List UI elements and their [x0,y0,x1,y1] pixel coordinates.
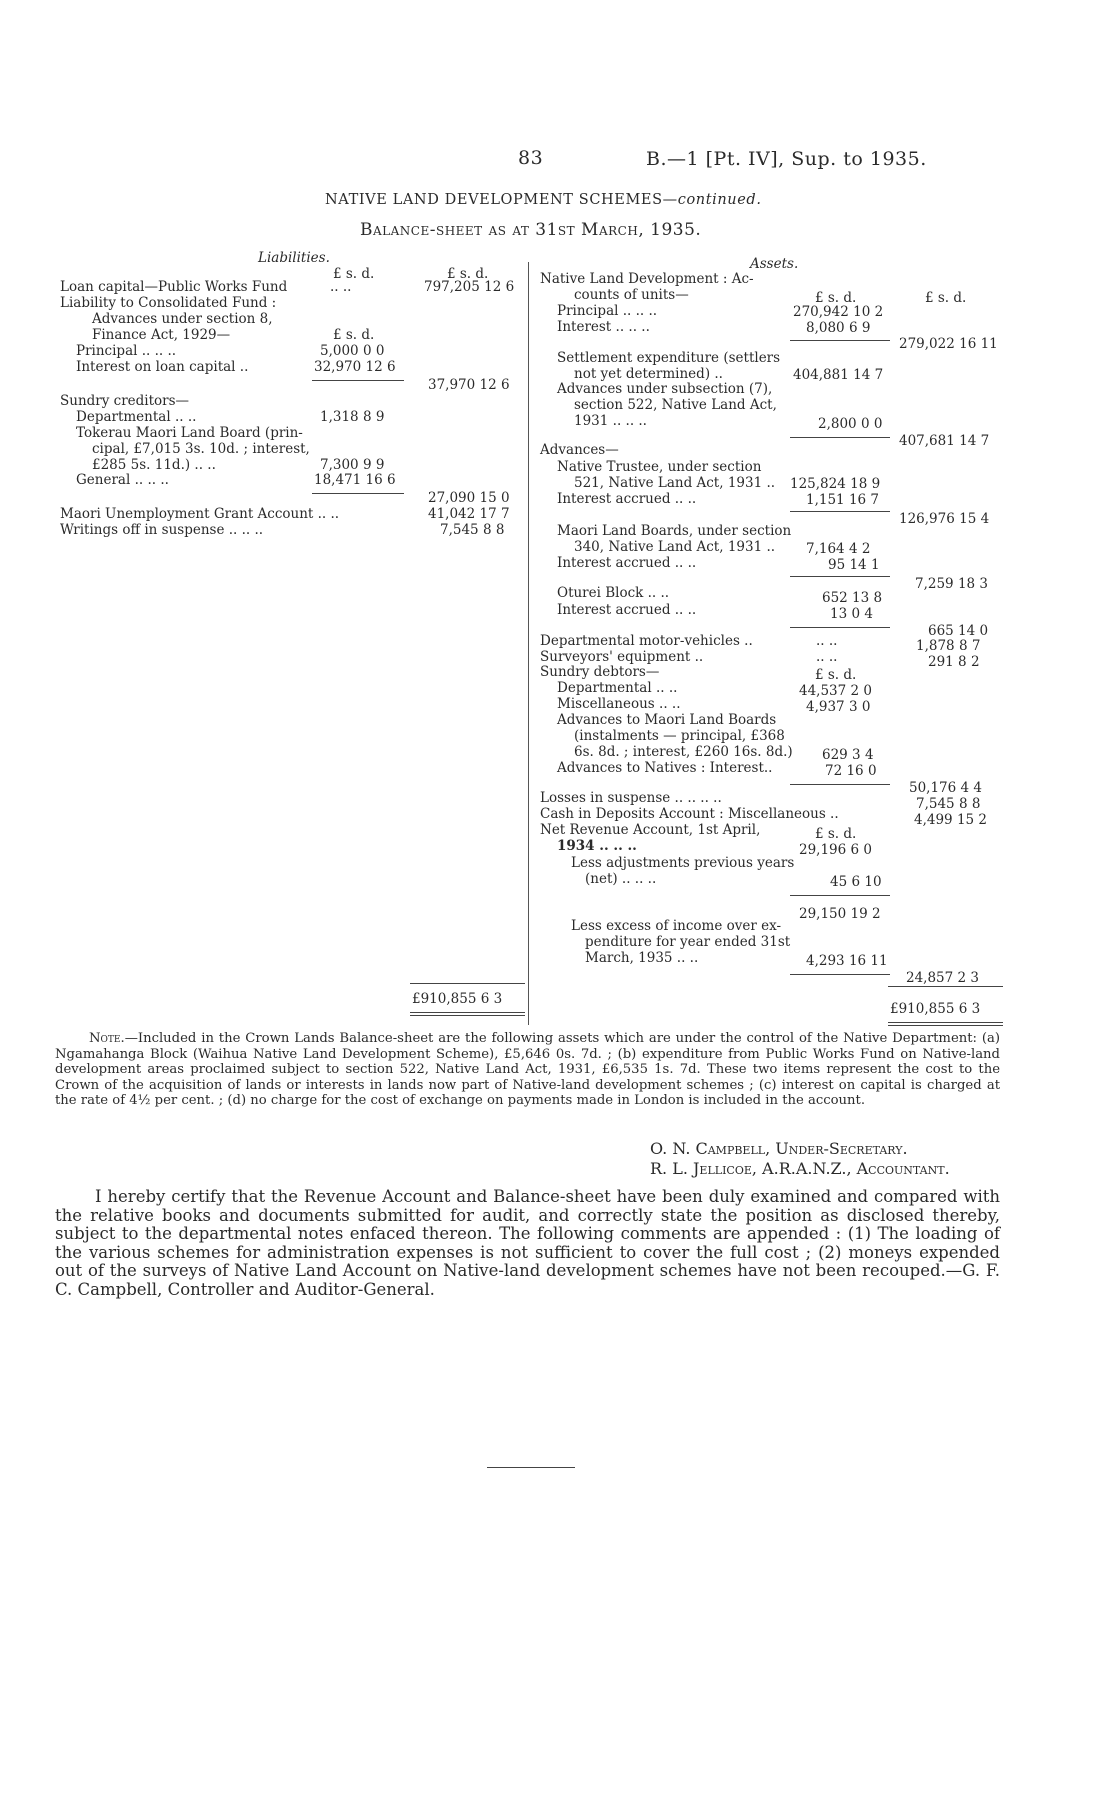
native-trustee-line-2: 521, Native Land Act, 1931 .. [574,475,776,491]
tokerau-line-2: cipal, £7,015 3s. 10d. ; interest, [92,441,310,457]
adv-mlb-value: 629 3 4 [822,747,874,763]
nld-line-2: counts of units— [574,287,689,303]
liabilities-grand-total: £910,855 6 3 [412,991,503,1007]
note-paragraph [55,1031,1000,1109]
liability-consol-label: Liability to Consolidated Fund : [60,295,277,311]
sundry-debtors-label: Sundry debtors— [540,664,660,680]
less-adjustments-line-1: Less adjustments previous years [571,855,795,871]
oturei-rule [790,627,890,628]
sundry-creditors-total: 27,090 15 0 [428,490,510,506]
general-value: 18,471 16 6 [314,472,396,488]
interest-accrued-3-label: Interest accrued .. .. [557,602,697,618]
adv-natives-value: 72 16 0 [825,763,877,779]
oturei-value: 652 13 8 [822,590,883,606]
sundry-debtors-rule [790,784,890,785]
surveyors-dots: .. .. [816,649,838,665]
settlement-total: 407,681 14 7 [899,433,990,449]
mlb-line-2: 340, Native Land Act, 1931 .. [574,539,776,555]
consol-rule [312,380,404,381]
oturei-total: 665 14 0 [928,623,989,639]
document-title [325,192,762,208]
advances-section-label: Advances under section 8, [92,311,273,327]
mlb-total: 7,259 18 3 [915,576,988,592]
native-trustee-rule [790,511,890,512]
adv-mlb-line-1: Advances to Maori Land Boards [557,712,777,728]
net-revenue-value: 29,196 6 0 [799,842,872,858]
title-continued: continued. [677,192,762,208]
title-main: NATIVE LAND DEVELOPMENT SCHEMES— [325,192,678,208]
less-excess-line-2: penditure for year ended 31st [585,934,791,950]
note-lead: Note. [89,1031,125,1046]
net-revenue-total: 24,857 2 3 [906,970,979,986]
assets-total-bottom-rule [888,1022,1003,1023]
departmental-value: 1,318 8 9 [320,409,385,425]
settlement-line-1: Settlement expenditure (settlers [557,350,781,366]
cash-label: Cash in Deposits Account : Miscellaneous .. [540,806,839,822]
nld-principal-value: 270,942 10 2 [793,304,884,320]
sundry-debtors-header: £ s. d. [815,667,857,683]
less-excess-value: 4,293 16 11 [806,953,888,969]
native-trustee-value: 125,824 18 9 [790,476,881,492]
signature-under-secretary: O. N. Campbell, Under-Secretary. [650,1139,908,1158]
oturei-label: Oturei Block .. .. [557,585,670,601]
nld-principal-label: Principal .. .. .. [557,303,658,319]
net-revenue-rule [790,895,890,896]
maori-unemployment-label: Maori Unemployment Grant Account .. .. [60,506,340,522]
surveyors-label: Surveyors' equipment .. [540,649,704,665]
motor-vehicles-value: 1,878 8 7 [916,638,981,654]
native-trustee-total: 126,976 15 4 [899,511,990,527]
page-reference: B.—1 [Pt. IV], Sup. to 1935. [646,148,927,170]
motor-vehicles-label: Departmental motor-vehicles .. [540,633,753,649]
net-revenue-header: £ s. d. [815,826,857,842]
interest-accrued-3-value: 13 0 4 [830,606,873,622]
nld-interest-value: 8,080 6 9 [806,320,871,336]
sundry-debtors-total: 50,176 4 4 [909,780,982,796]
assets-col-header-a: £ s. d. [815,290,857,306]
writings-off-label: Writings off in suspense .. .. .. [60,522,264,538]
tokerau-line-3: £285 5s. 11d.) .. .. [92,457,216,473]
losses-value: 7,545 8 8 [916,796,981,812]
sd-misc-value: 4,937 3 0 [806,699,871,715]
nld-line-1: Native Land Development : Ac- [540,271,754,287]
interest-accrued-2-value: 95 14 1 [828,557,880,573]
advances-label: Advances— [540,442,619,458]
liabilities-col-header-2: £ s. d. [447,266,489,282]
page-number: 83 [518,147,544,169]
less-adjustments-line-2: (net) .. .. .. [585,871,657,887]
principal-label: Principal .. .. .. [76,343,177,359]
general-label: General .. .. .. [76,472,169,488]
bottom-divider [487,1467,575,1468]
sd-misc-label: Miscellaneous .. .. [557,696,681,712]
sundry-creditors-label: Sundry creditors— [60,393,190,409]
cash-value: 4,499 15 2 [914,812,987,828]
nld-total: 279,022 16 11 [899,336,998,352]
net-revenue-line-2: 1934 .. .. .. [557,838,637,854]
native-trustee-line-1: Native Trustee, under section [557,459,762,475]
adv-subsection-line-3: 1931 .. .. .. [574,413,647,429]
net-revenue-line-1: Net Revenue Account, 1st April, [540,822,761,838]
assets-heading: Assets. [750,256,799,272]
loan-capital-total: 797,205 12 6 [424,279,515,295]
adv-subsection-line-2: section 522, Native Land Act, [574,397,777,413]
adv-subsection-value: 2,800 0 0 [818,416,883,432]
motor-vehicles-dots: .. .. [816,633,838,649]
assets-grand-total: £910,855 6 3 [890,1001,981,1017]
center-divider [528,262,529,1025]
sundry-rule [312,493,404,494]
finance-act-label: Finance Act, 1929— [92,327,231,343]
interest-accrued-2-label: Interest accrued .. .. [557,555,697,571]
tokerau-line-1: Tokerau Maori Land Board (prin- [76,425,303,441]
principal-value: 5,000 0 0 [320,343,385,359]
assets-col-header-b: £ s. d. [925,290,967,306]
liabilities-heading: Liabilities. [258,250,330,266]
signature-accountant: R. L. Jellicoe, A.R.A.N.Z., Accountant. [650,1159,950,1178]
mlb-rule [790,576,890,577]
less-excess-line-1: Less excess of income over ex- [571,918,782,934]
sd-departmental-label: Departmental .. .. [557,680,678,696]
mlb-line-1: Maori Land Boards, under section [557,523,792,539]
nld-interest-label: Interest .. .. .. [557,319,650,335]
note-text: —Included in the Crown Lands Balance-sheet are the following assets which are under the control of the Native Department: (a) Ngamahanga Block (Waihua Native Land Development Scheme), £5,646 0s. 7d. ; (b) expenditure from Public Works Fund on Native-land development areas proclaimed subject to section 522, Native Land Act, 1931, £6,535 1s. 7d. These two items represent the cost to the Crown of the acquisition of lands or interests in lands now part of Native-land development schemes ; (c) interest on capital is charged at the rate of 4½ per cent. ; (d) no charge for the cost of exchange on payments made in London is included in the account. [55,1031,1000,1108]
settlement-rule [790,437,890,438]
settlement-line-2: not yet determined) .. [574,366,723,382]
less-excess-line-3: March, 1935 .. .. [585,950,699,966]
nld-rule [790,340,890,341]
less-adjustments-value: 45 6 10 [830,874,882,890]
consol-total: 37,970 12 6 [428,377,510,393]
liabilities-col-header-1: £ s. d. [333,266,375,282]
assets-total-top-rule [888,986,1003,987]
loan-capital-dots: .. .. [330,279,352,295]
liabilities-total-bottom-rule-2 [410,1015,525,1016]
adv-natives-label: Advances to Natives : Interest.. [557,760,773,776]
balance-sheet-subtitle: Balance-sheet as at 31st March, 1935. [360,220,702,240]
maori-unemployment-value: 41,042 17 7 [428,506,510,522]
interest-accrued-1-label: Interest accrued .. .. [557,491,697,507]
liabilities-total-bottom-rule [410,1012,525,1013]
adv-mlb-line-2: (instalments — principal, £368 [574,728,785,744]
audit-certificate: I hereby certify that the Revenue Account and Balance-sheet have been duly examined and compared with the relative books and documents submitted for audit, and correctly state the position as disclosed thereby, subject to the departmental notes enfaced thereon. The following comments are appended : (1) The loading of the various schemes for administration expenses is not sufficient to cover the full cost ; (2) moneys expended out of the surveys of Native Land Account on Native-land development schemes have not been recouped.—G. F. C. Campbell, Controller and Auditor-General. [55,1187,1000,1299]
liabilities-total-top-rule [410,983,525,984]
interest-loan-label: Interest on loan capital .. [76,359,249,375]
writings-off-value: 7,545 8 8 [440,522,505,538]
settlement-value: 404,881 14 7 [793,367,884,383]
interest-loan-value: 32,970 12 6 [314,359,396,375]
tokerau-value: 7,300 9 9 [320,457,385,473]
consol-sub-header: £ s. d. [333,327,375,343]
adv-subsection-line-1: Advances under subsection (7), [557,381,773,397]
adv-mlb-line-3: 6s. 8d. ; interest, £260 16s. 8d.) [574,744,793,760]
mlb-value: 7,164 4 2 [806,541,871,557]
losses-label: Losses in suspense .. .. .. .. [540,790,722,806]
net-subtotal: 29,150 19 2 [799,906,881,922]
surveyors-value: 291 8 2 [928,654,980,670]
loan-capital-label: Loan capital—Public Works Fund [60,279,288,295]
less-excess-rule [790,974,890,975]
interest-accrued-1-value: 1,151 16 7 [806,492,879,508]
assets-total-bottom-rule-2 [888,1025,1003,1026]
sd-departmental-value: 44,537 2 0 [799,683,872,699]
departmental-label: Departmental .. .. [76,409,197,425]
